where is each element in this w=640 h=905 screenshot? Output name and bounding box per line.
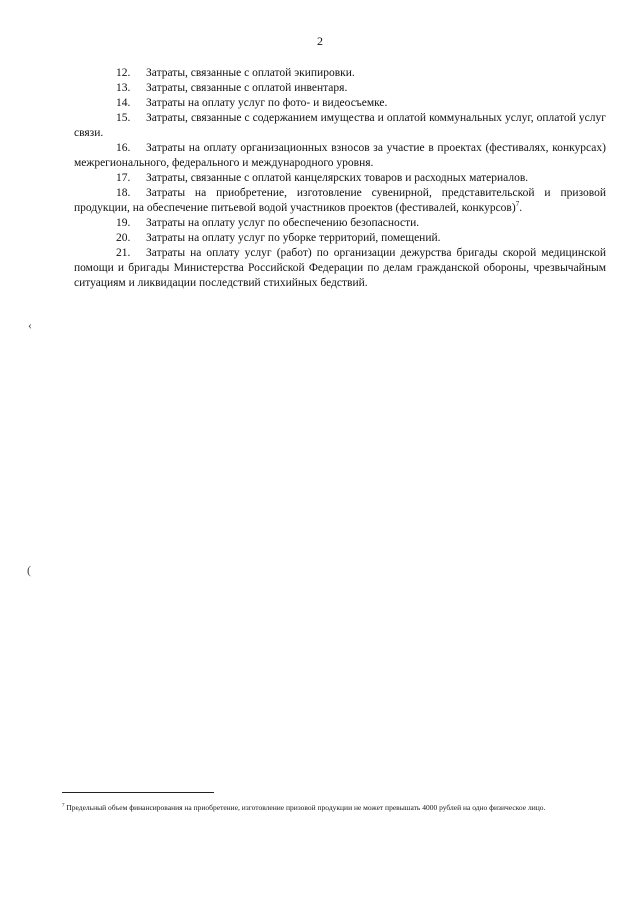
item-number: 19. (116, 217, 131, 229)
footnote-reference[interactable]: 7 (515, 200, 520, 209)
item-number: 17. (116, 172, 131, 184)
page-number: 2 (317, 34, 323, 48)
item-number: 14. (116, 97, 131, 109)
list-item (74, 171, 606, 186)
cost-items-list (74, 66, 606, 291)
item-text: Затраты на оплату услуг (работ) по организации дежурства бригады скорой медицинской помощи и бригады Министерства Российской Федерации по делам гражданской обороны, чрезвычайным ситуациям и ликвидации последствий стихийных бедствий. (74, 247, 606, 289)
item-text-tail: . (519, 202, 523, 214)
footnote (62, 800, 602, 816)
item-text: Затраты на приобретение, изготовление сувенирной, представительской и призовой продукции, на обеспечение питьевой водой участников проектов (фестивалей, конкурсов) (74, 187, 606, 214)
item-number: 16. (116, 142, 131, 154)
list-item (74, 96, 606, 111)
item-text: Затраты, связанные с оплатой канцелярских товаров и расходных материалов. (146, 172, 529, 184)
scan-mark: ( (27, 563, 31, 577)
item-text: Затраты на оплату услуг по фото- и видеосъемке. (146, 97, 388, 109)
footnote-number: 7 (62, 803, 65, 809)
item-text: Затраты на оплату организационных взносов за участие в проектах (фестивалях, конкурсах) межрегионального, федерального и международного уровня. (74, 142, 606, 169)
item-number: 21. (116, 247, 131, 259)
list-item (74, 231, 606, 246)
item-number: 12. (116, 67, 131, 79)
footnote-text: Предельный объем финансирования на приобретение, изготовление призовой продукции не может превышать 4000 рублей на одно физическое лицо. (66, 803, 546, 812)
list-item (74, 81, 606, 96)
list-item (74, 111, 606, 141)
list-item (74, 246, 606, 291)
list-item (74, 141, 606, 171)
item-number: 20. (116, 232, 131, 244)
item-text: Затраты на оплату услуг по уборке территорий, помещений. (146, 232, 441, 244)
item-number: 15. (116, 112, 131, 124)
list-item (74, 186, 606, 216)
item-number: 18. (116, 187, 131, 199)
scan-mark: ‹ (28, 318, 32, 332)
item-text: Затраты, связанные с оплатой экипировки. (146, 67, 355, 79)
footnote-divider (62, 792, 214, 793)
list-item (74, 216, 606, 231)
item-text: Затраты, связанные с оплатой инвентаря. (146, 82, 348, 94)
item-text: Затраты на оплату услуг по обеспечению безопасности. (146, 217, 420, 229)
item-number: 13. (116, 82, 131, 94)
list-item (74, 66, 606, 81)
item-text: Затраты, связанные с содержанием имущества и оплатой коммунальных услуг, оплатой услуг связи. (74, 112, 606, 139)
